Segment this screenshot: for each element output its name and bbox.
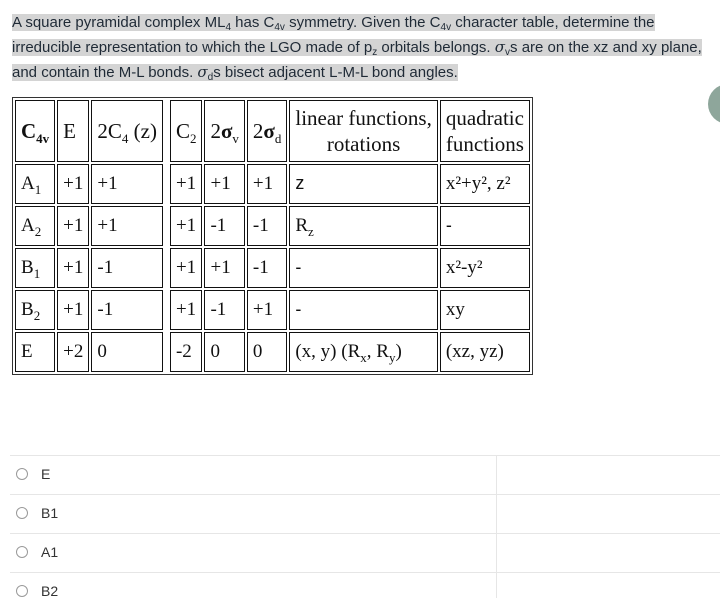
char-sigma-v: -1 bbox=[204, 206, 244, 246]
quadratic-cell: x²-y² bbox=[440, 248, 530, 288]
char-sigma-v: 0 bbox=[204, 332, 244, 372]
header-sigma-v: $2\sigma_v$ bbox=[204, 100, 244, 162]
header-C4: $2C_4$ (z) bbox=[91, 100, 163, 162]
char-sigma-d: +1 bbox=[247, 290, 287, 330]
radio-button[interactable] bbox=[16, 468, 28, 480]
table-row bbox=[15, 290, 530, 330]
irrep-cell: $B_1$ bbox=[15, 248, 55, 288]
linear-cell: (x, y) ($R_x$, $R_y$) bbox=[289, 332, 437, 372]
irrep-cell: E bbox=[15, 332, 55, 372]
table-row bbox=[15, 206, 530, 246]
character-table bbox=[12, 97, 533, 375]
char-C2: +1 bbox=[170, 206, 203, 246]
char-sigma-d: 0 bbox=[247, 332, 287, 372]
char-E: +1 bbox=[57, 248, 89, 288]
quadratic-cell: xy bbox=[440, 290, 530, 330]
table-row bbox=[15, 248, 530, 288]
linear-cell: - bbox=[289, 248, 437, 288]
option-label: B2 bbox=[41, 583, 59, 599]
char-E: +1 bbox=[57, 290, 89, 330]
radio-button[interactable] bbox=[16, 546, 28, 558]
char-C4: -1 bbox=[91, 248, 163, 288]
header-C2: $C_2$ bbox=[170, 100, 203, 162]
table-row bbox=[15, 164, 530, 204]
char-E: +1 bbox=[57, 164, 89, 204]
header-quadratic: quadratic functions bbox=[440, 100, 530, 162]
char-C4: +1 bbox=[91, 164, 163, 204]
quadratic-cell: x²+y², z² bbox=[440, 164, 530, 204]
question-highlight: A square pyramidal complex $ML_4$ has $C_{4v}$ symmetry. Given the $C_{4v}$ character table, determine the irreducible representation to which the LGO made of $p_z$ orbitals belongs. $\sigma_vs$ are on the xz and xy plane, and contain the M-L bonds. $\sigma_ds$ bisect adjacent L-M-L bond angles. bbox=[12, 14, 702, 83]
quadratic-cell: (xz, yz) bbox=[440, 332, 530, 372]
char-C4: -1 bbox=[91, 290, 163, 330]
header-E: E bbox=[57, 100, 89, 162]
option-A1[interactable] bbox=[10, 533, 496, 572]
char-C4: 0 bbox=[91, 332, 163, 372]
char-sigma-d: +1 bbox=[247, 164, 287, 204]
linear-cell: z bbox=[289, 164, 437, 204]
linear-cell: $R_z$ bbox=[289, 206, 437, 246]
option-B2[interactable] bbox=[10, 572, 496, 611]
table-header-row bbox=[15, 100, 530, 162]
char-sigma-v: +1 bbox=[204, 248, 244, 288]
avatar bbox=[708, 84, 720, 124]
option-label: E bbox=[41, 466, 51, 482]
char-sigma-d: -1 bbox=[247, 206, 287, 246]
linear-cell: - bbox=[289, 290, 437, 330]
char-C2: +1 bbox=[170, 290, 203, 330]
quadratic-cell: - bbox=[440, 206, 530, 246]
option-E[interactable] bbox=[10, 455, 496, 494]
char-E: +1 bbox=[57, 206, 89, 246]
char-C2: +1 bbox=[170, 164, 203, 204]
radio-button[interactable] bbox=[16, 585, 28, 597]
irrep-cell: $A_1$ bbox=[15, 164, 55, 204]
char-sigma-v: +1 bbox=[204, 164, 244, 204]
irrep-cell: $B_2$ bbox=[15, 290, 55, 330]
group-header: $C_{4v}$ bbox=[15, 100, 55, 162]
char-C2: -2 bbox=[170, 332, 203, 372]
header-linear: linear functions, rotations bbox=[289, 100, 437, 162]
answer-options bbox=[0, 455, 720, 611]
option-label: A1 bbox=[41, 544, 59, 560]
char-E: +2 bbox=[57, 332, 89, 372]
header-sigma-d: $2\sigma_d$ bbox=[247, 100, 287, 162]
char-sigma-d: -1 bbox=[247, 248, 287, 288]
char-C2: +1 bbox=[170, 248, 203, 288]
irrep-cell: $A_2$ bbox=[15, 206, 55, 246]
char-sigma-v: -1 bbox=[204, 290, 244, 330]
table-row bbox=[15, 332, 530, 372]
char-C4: +1 bbox=[91, 206, 163, 246]
option-label: B1 bbox=[41, 505, 59, 521]
radio-button[interactable] bbox=[16, 507, 28, 519]
option-B1[interactable] bbox=[10, 494, 496, 533]
question-text bbox=[12, 10, 702, 85]
